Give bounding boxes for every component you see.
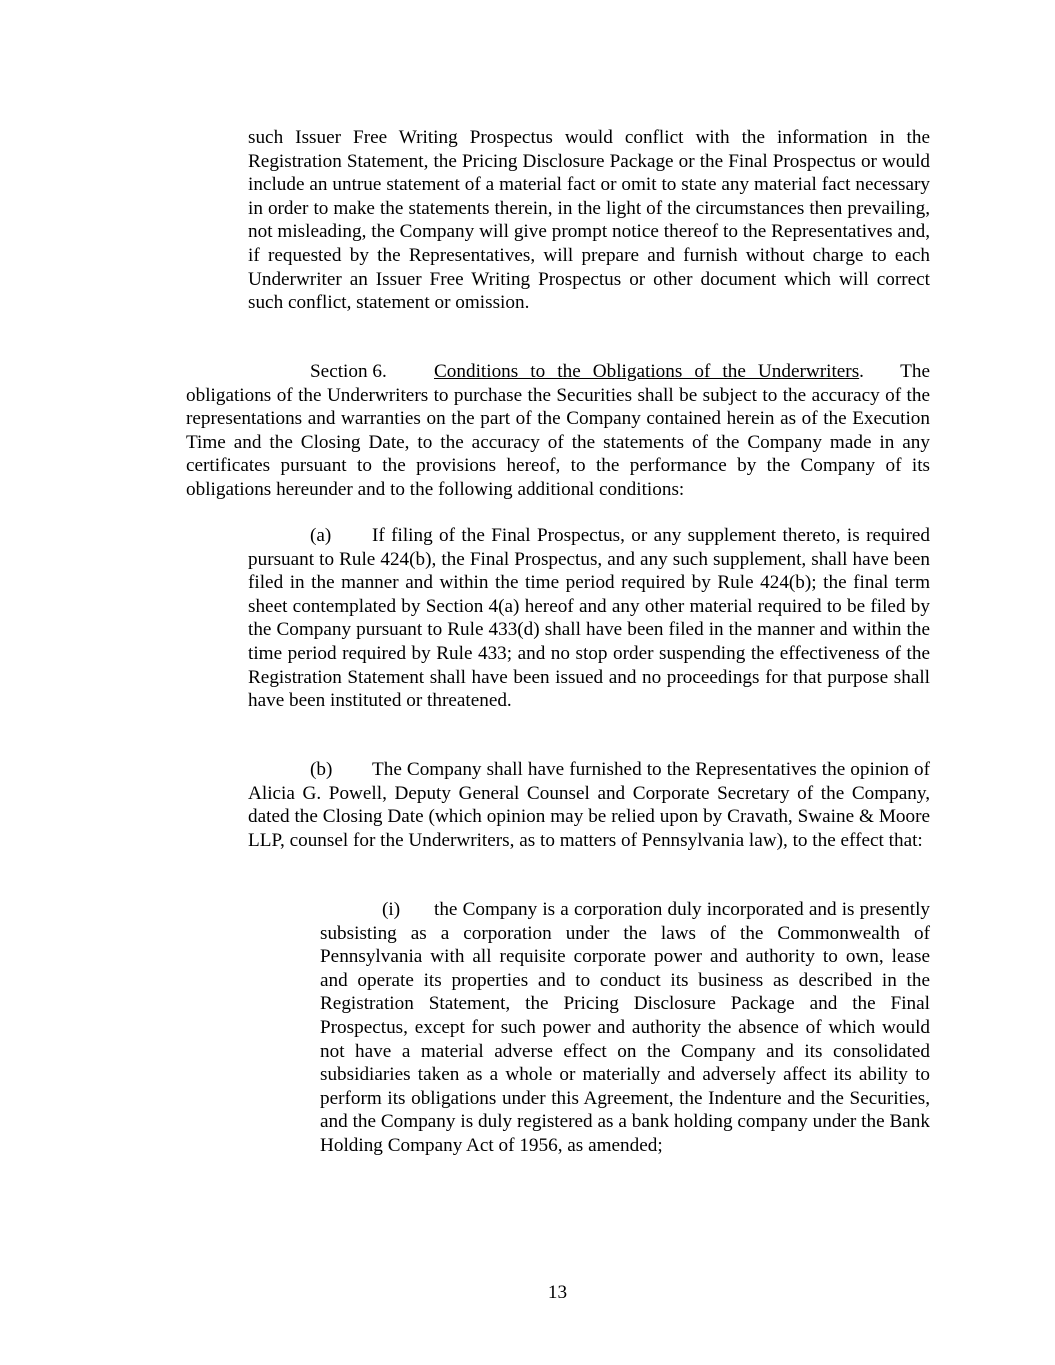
item-b-label: (b) bbox=[310, 759, 333, 780]
item-b-text: The Company shall have furnished to the Representatives the opinion of Alicia G. Powell, Deputy General Counsel and Corporate Secretary of the Company, dated the Closing Date (which opinion may be relied upon by Cravath, Swaine & Moore LLP, counsel for the Underwriters, as to matters of Pennsylvania law), to the effect that: bbox=[248, 759, 930, 851]
item-i-label: (i) bbox=[382, 899, 401, 920]
continuation-paragraph: such Issuer Free Writing Prospectus would conflict with the information in the Registration Statement, the Pricing Disclosure Package or the Final Prospectus or would include an untrue statement of a material fact or omit to state any material fact necessary in order to make the statements therein, in the light of the circumstances then prevailing, not misleading, the Company will give prompt notice thereof to the Representatives and, if requested by the Representatives, will prepare and furnish without charge to each Underwriter an Issuer Free Writing Prospectus or other document which will correct such conflict, statement or omission. bbox=[248, 127, 930, 314]
item-a-text: If filing of the Final Prospectus, or any supplement thereto, is required pursuant to Rule 424(b), the Final Prospectus, and any such supplement, shall have been filed in the manner and within the time period required by Rule 424(b); the final term sheet contemplated by Section 4(a) hereof and any other material required to be filed by the Company pursuant to Rule 433(d) shall have been filed in the manner and within the time period required by Rule 433; and no stop order suspending the effectiveness of the Registration Statement shall have been issued and no proceedings for that purpose shall have been instituted or threatened. bbox=[248, 525, 930, 712]
item-b-paragraph bbox=[248, 758, 930, 852]
item-i-paragraph bbox=[320, 898, 930, 1158]
section-6-paragraph bbox=[186, 360, 930, 502]
section-number: Section 6. bbox=[310, 361, 387, 382]
section-heading-punct: . bbox=[859, 361, 864, 382]
section-heading: Conditions to the Obligations of the Underwriters bbox=[434, 361, 860, 382]
item-a-paragraph bbox=[248, 524, 930, 713]
section-body: The obligations of the Underwriters to purchase the Securities shall be subject to the accuracy of the representations and warranties on the part of the Company contained herein as of the Execution Time and the Closing Date, to the accuracy of the statements of the Company made in any certificates pursuant to the provisions hereof, to the performance by the Company of its obligations hereunder and to the following additional conditions: bbox=[186, 361, 930, 500]
page-number: 13 bbox=[547, 1282, 568, 1303]
item-i-text: the Company is a corporation duly incorporated and is presently subsisting as a corporation under the laws of the Commonwealth of Pennsylvania with all requisite corporate power and authority to own, lease and operate its properties and to conduct its business as described in the Registration Statement, the Pricing Disclosure Package and the Final Prospectus, except for such power and authority the absence of which would not have a material adverse effect on the Company and its consolidated subsidiaries taken as a whole or materially and adversely affect its ability to perform its obligations under this Agreement, the Indenture and the Securities, and the Company is duly registered as a bank holding company under the Bank Holding Company Act of 1956, as amended; bbox=[320, 899, 930, 1156]
item-a-label: (a) bbox=[310, 525, 332, 546]
